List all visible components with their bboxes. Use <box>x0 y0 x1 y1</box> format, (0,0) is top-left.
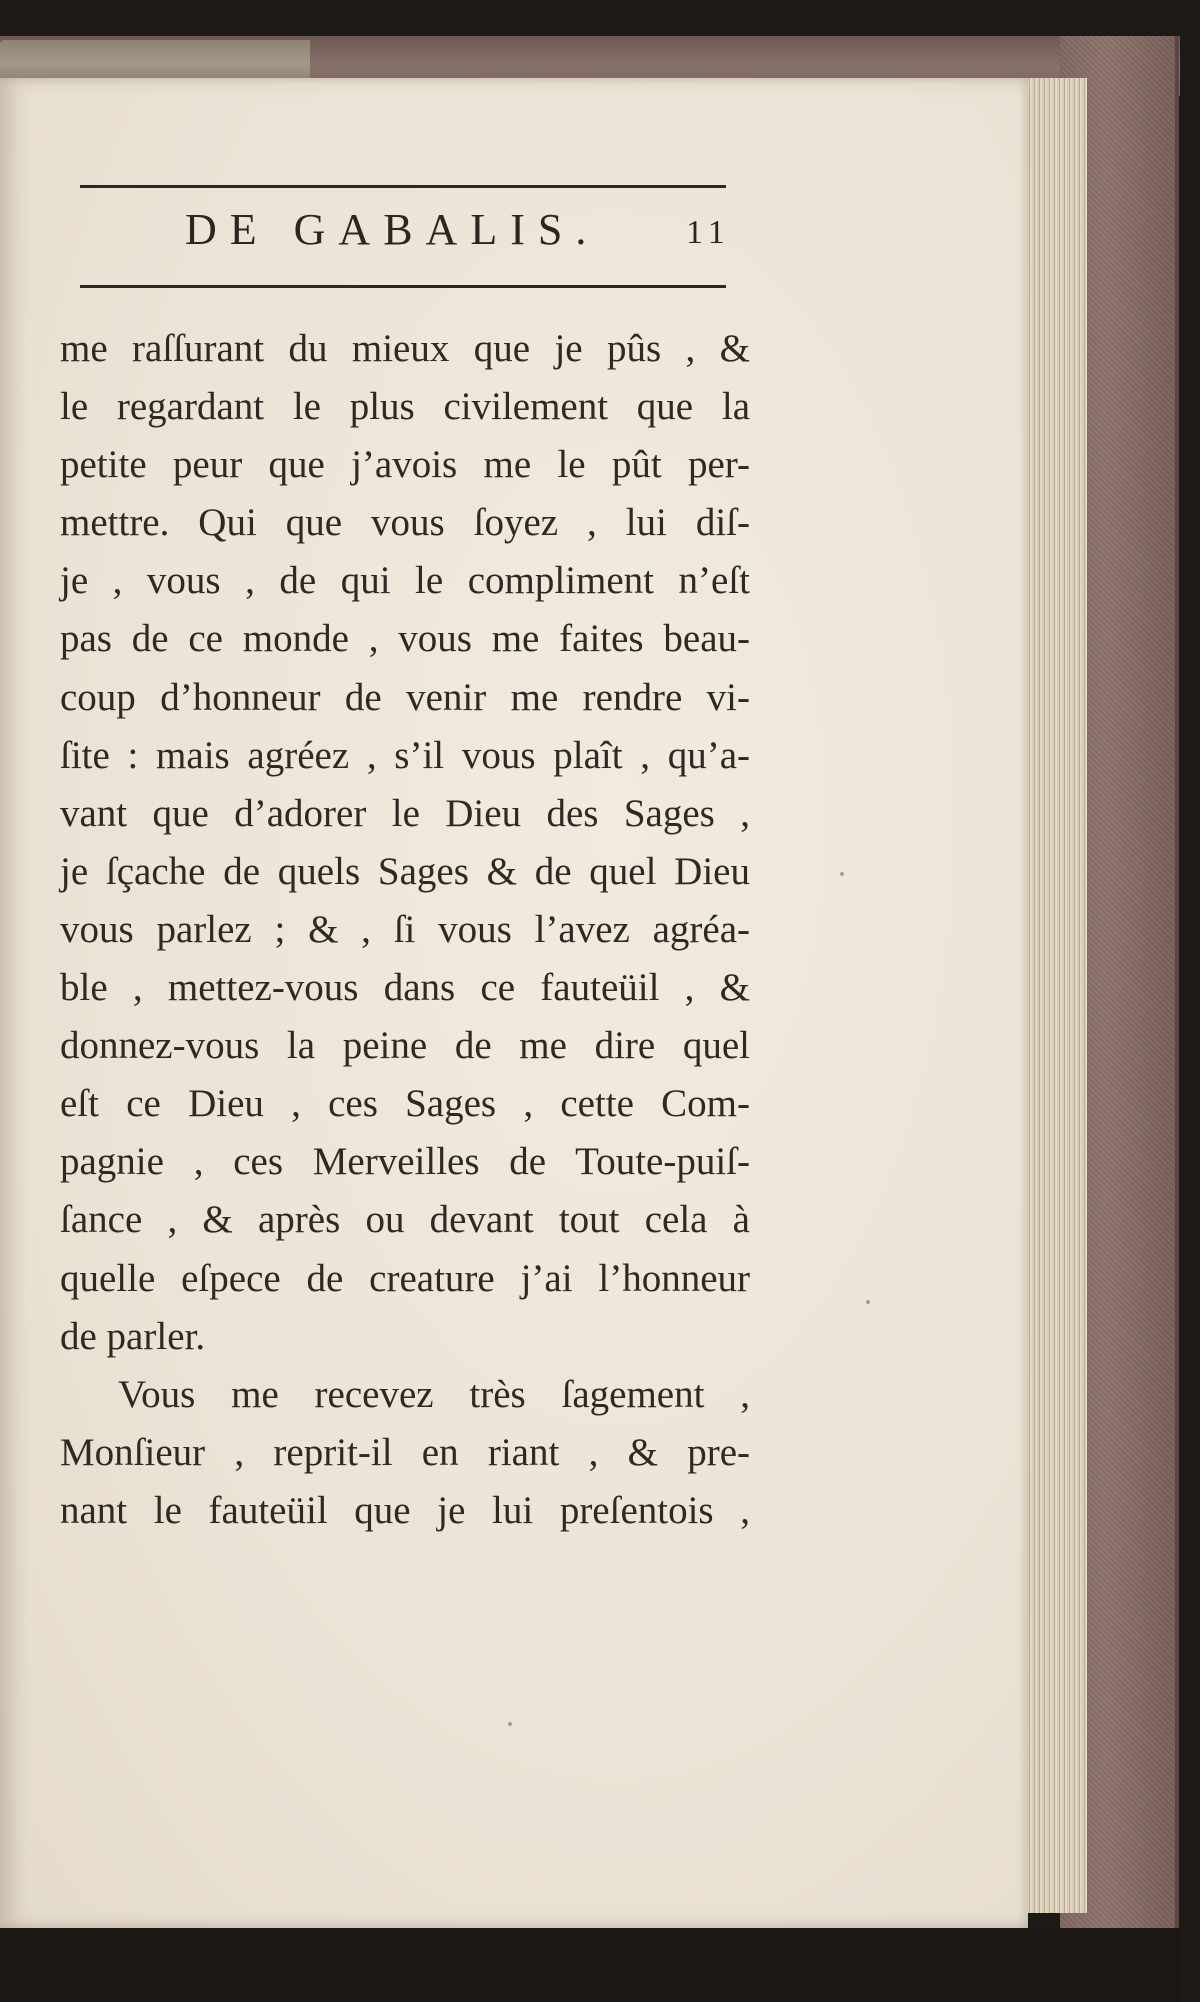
paper-speck <box>840 872 844 876</box>
text-line: donnez-vous la peine de me dire quel <box>60 1024 750 1068</box>
paper-speck <box>508 1722 512 1726</box>
text-line: me raſſurant du mieux que je pûs , & <box>60 327 750 370</box>
text-line: Vous me recevez très ſagement , <box>118 1372 750 1416</box>
background-shadow <box>0 1928 1180 2002</box>
text-line: pagnie , ces Merveilles de Toute-puiſ- <box>60 1140 750 1184</box>
paper-speck <box>866 1300 870 1304</box>
text-line: pas de ce monde , vous me faites beau- <box>60 617 750 661</box>
text-line: je , vous , de qui le compliment n’eſt <box>60 559 750 603</box>
text-line: de parler. <box>60 1314 206 1358</box>
running-head-title: DE GABALIS. <box>185 205 600 254</box>
text-line: ſite : mais agréez , s’il vous plaît , qu’a- <box>60 733 750 777</box>
text-line: Monſieur , reprit-il en riant , & pre- <box>60 1430 750 1474</box>
text-line: le regardant le plus civilement que la <box>60 385 750 429</box>
page-number: 11 <box>686 214 731 251</box>
text-line: ble , mettez-vous dans ce fauteüil , & <box>60 966 750 1010</box>
header-rule-bottom <box>80 285 726 288</box>
text-line: petite peur que j’avois me le pût per- <box>60 443 750 487</box>
header-rule-top <box>80 185 726 188</box>
text-line: ſance , & après ou devant tout cela à <box>60 1198 750 1242</box>
body-text <box>60 320 750 1540</box>
text-line: mettre. Qui que vous ſoyez , lui diſ- <box>60 501 750 545</box>
text-line: vant que d’adorer le Dieu des Sages , <box>60 791 750 835</box>
text-line: nant le fauteüil que je lui preſentois , <box>60 1488 750 1532</box>
text-line: vous parlez ; & , ſi vous l’avez agréa- <box>60 907 750 951</box>
text-line: eſt ce Dieu , ces Sages , cette Com- <box>60 1082 750 1126</box>
text-line: coup d’honneur de venir me rendre vi- <box>60 675 750 719</box>
text-line: je ſçache de quels Sages & de quel Dieu <box>60 849 750 893</box>
text-line: quelle eſpece de creature j’ai l’honneur <box>60 1256 750 1300</box>
